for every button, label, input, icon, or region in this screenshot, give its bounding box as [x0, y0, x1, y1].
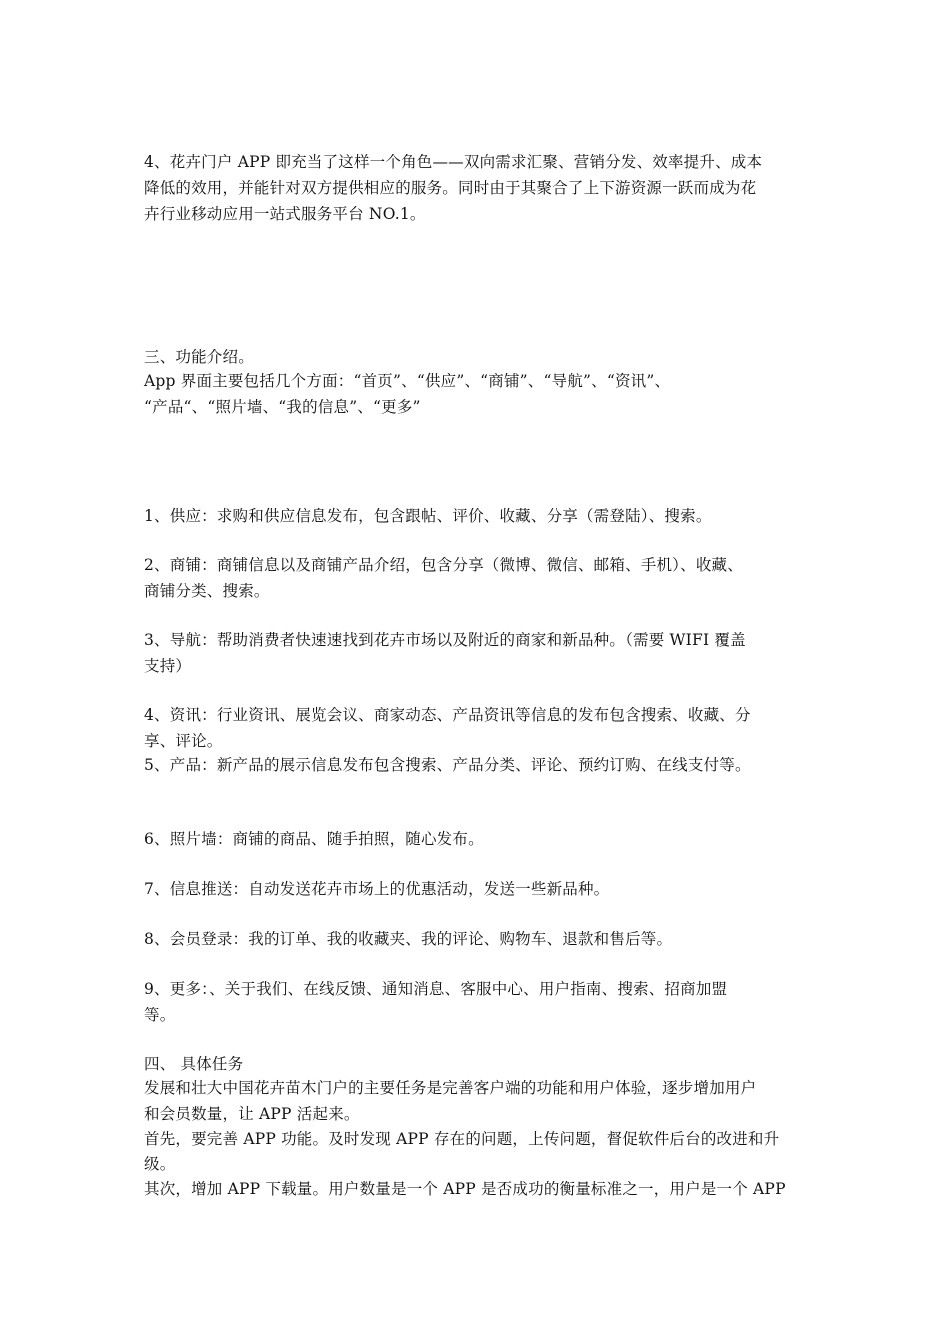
feature-3-line-2: 支持） — [144, 657, 192, 675]
feature-7: 7、信息推送：自动发送花卉市场上的优惠活动，发送一些新品种。 — [144, 880, 610, 898]
intro-line-1: 4、花卉门户 APP 即充当了这样一个角色——双向需求汇聚、营销分发、效率提升、成本 — [144, 153, 763, 171]
feature-4-line-1: 4、资讯：行业资讯、展览会议、商家动态、产品资讯等信息的发布包含搜索、收藏、分 — [144, 706, 751, 724]
section-4-heading: 四、 具体任务 — [144, 1055, 244, 1073]
intro-line-2: 降低的效用，并能针对双方提供相应的服务。同时由于其聚合了上下游资源一跃而成为花 — [144, 179, 757, 197]
section-4-p2-line-1: 首先，要完善 APP 功能。及时发现 APP 存在的问题，上传问题，督促软件后台的改进和升 — [144, 1130, 780, 1148]
feature-6: 6、照片墙：商铺的商品、随手拍照，随心发布。 — [144, 830, 484, 848]
feature-4-line-2: 享、评论。 — [144, 732, 223, 750]
feature-8: 8、会员登录：我的订单、我的收藏夹、我的评论、购物车、退款和售后等。 — [144, 930, 673, 948]
section-3-summary-line-1: App 界面主要包括几个方面：“首页”、“供应”、“商铺”、“导航”、“资讯”、 — [144, 372, 671, 390]
section-4-p1-line-1: 发展和壮大中国花卉苗木门户的主要任务是完善客户端的功能和用户体验，逐步增加用户 — [144, 1079, 757, 1097]
section-3-summary-line-2: “产品“、“照片墙、“我的信息”、“更多” — [144, 398, 421, 416]
section-4-p2-line-2: 级。 — [144, 1155, 176, 1173]
feature-9-line-1: 9、更多：、关于我们、在线反馈、通知消息、客服中心、用户指南、搜索、招商加盟 — [144, 980, 728, 998]
intro-line-3: 卉行业移动应用一站式服务平台 NO.1。 — [144, 205, 426, 223]
feature-9-line-2: 等。 — [144, 1006, 176, 1024]
section-3-heading: 三、功能介绍。 — [144, 348, 254, 366]
section-4-p3-line-1: 其次，增加 APP 下载量。用户数量是一个 APP 是否成功的衡量标准之一，用户是一个 APP — [144, 1180, 786, 1198]
feature-2-line-2: 商铺分类、搜索。 — [144, 582, 270, 600]
feature-5: 5、产品：新产品的展示信息发布包含搜索、产品分类、评论、预约订购、在线支付等。 — [144, 756, 751, 774]
feature-3-line-1: 3、导航：帮助消费者快速速找到花卉市场以及附近的商家和新品种。（需要 WIFI 覆盖 — [144, 631, 746, 649]
section-4-p1-line-2: 和会员数量，让 APP 活起来。 — [144, 1105, 360, 1123]
feature-2-line-1: 2、商铺：商铺信息以及商铺产品介绍，包含分享（微博、微信、邮箱、手机）、收藏、 — [144, 556, 743, 574]
feature-1: 1、供应：求购和供应信息发布，包含跟帖、评价、收藏、分享（需登陆）、搜索。 — [144, 507, 712, 525]
